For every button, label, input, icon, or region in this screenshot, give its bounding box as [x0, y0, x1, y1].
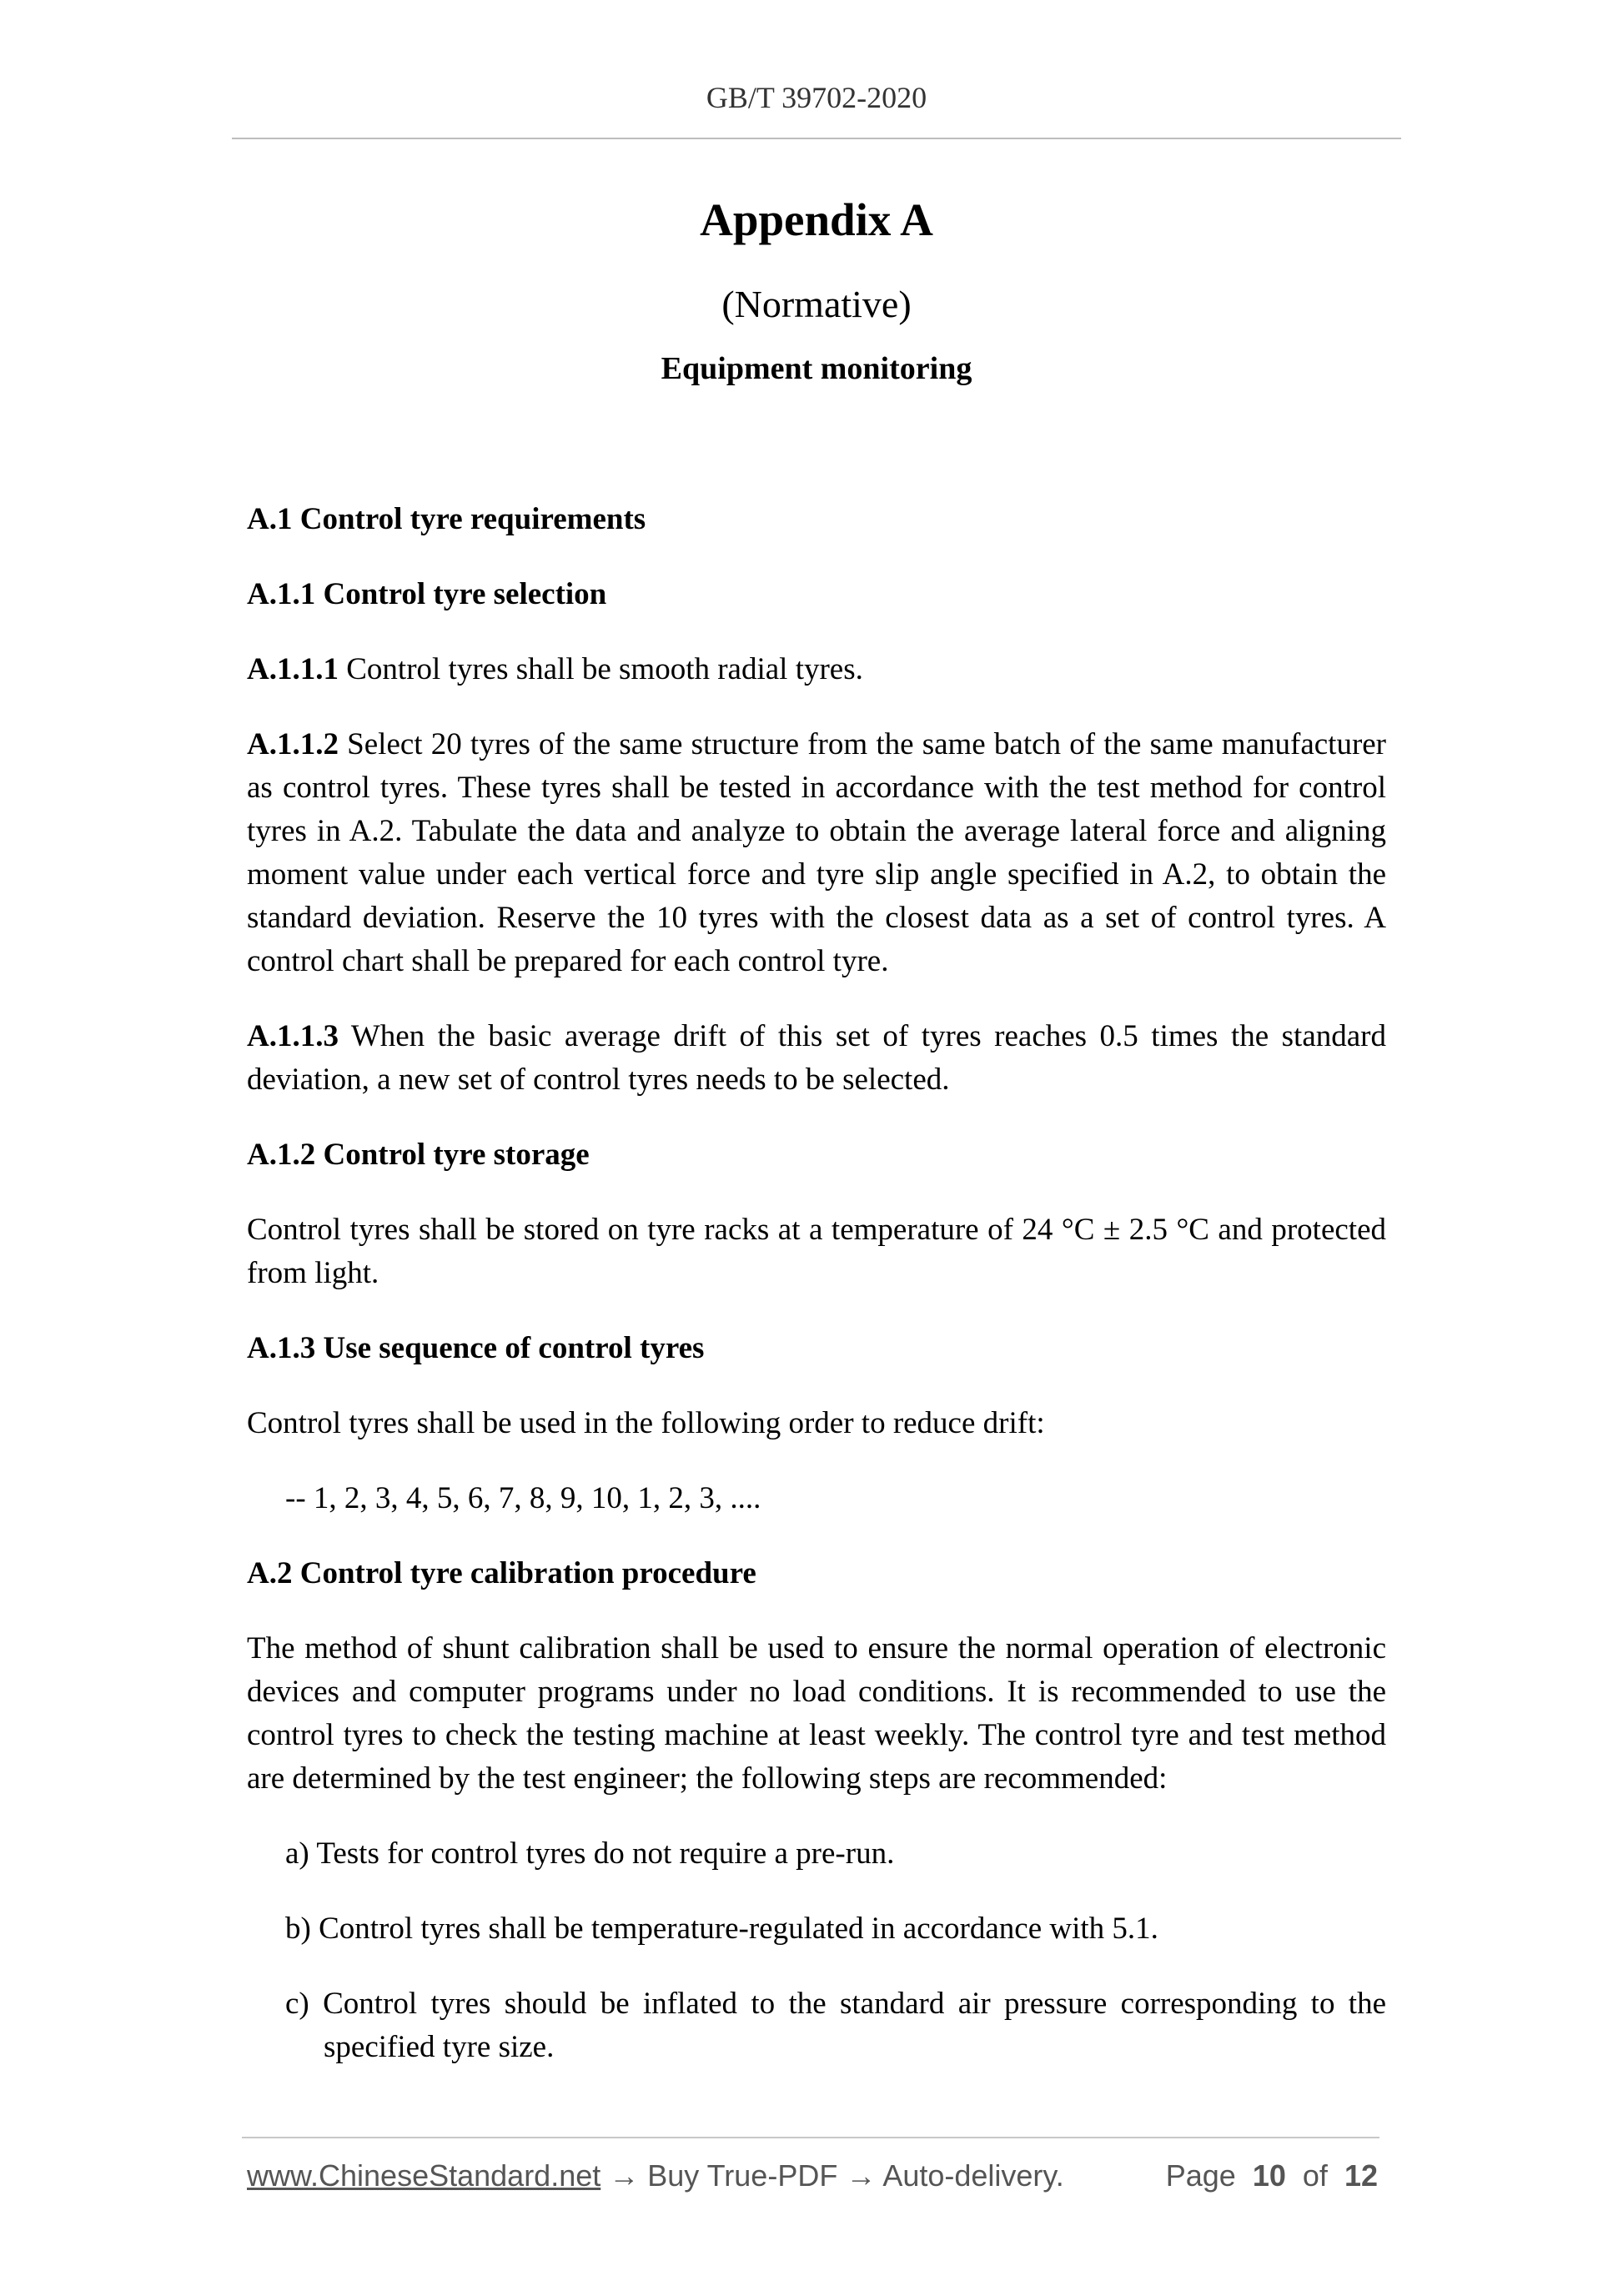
document-body	[247, 498, 1386, 2069]
page-header-standard-number: GB/T 39702-2020	[706, 81, 927, 114]
section-heading-a2: A.2 Control tyre calibration procedure	[247, 1556, 756, 1590]
clause-text: Control tyres shall be smooth radial tyres.	[346, 652, 863, 686]
section-heading-a1-1: A.1.1 Control tyre selection	[247, 577, 607, 611]
clause-text: Select 20 tyres of the same structure from the same batch of the same manufacturer as control tyres. These tyres shall be tested in accordance with the test method for control tyres in A.2. Tabulate the data and analyze to obtain the average lateral force and aligning moment value under each vertical force and tyre slip angle specified in A.2, to obtain the standard deviation. Reserve the 10 tyres with the closest data as a set of control tyres. A control chart shall be prepared for each control tyre.	[247, 727, 1387, 978]
page-label: Page	[1165, 2158, 1236, 2193]
paragraph-a1-3: Control tyres shall be used in the following order to reduce drift:	[247, 1406, 1045, 1440]
section-heading-a1-2: A.1.2 Control tyre storage	[247, 1138, 590, 1172]
header-divider	[232, 138, 1401, 139]
paragraph-a2: The method of shunt calibration shall be used to ensure the normal operation of electronic devices and computer programs under no load conditions. It is recommended to use the control tyres to check the testing machine at least weekly. The control tyre and test method are determined by the test engineer; the following steps are recommended:	[247, 1631, 1386, 1796]
paragraph-a1-2: Control tyres shall be stored on tyre racks at a temperature of 24 °C ± 2.5 °C and protected from light.	[247, 1213, 1386, 1290]
appendix-subject: Equipment monitoring	[661, 351, 972, 386]
list-item-step-c: c) Control tyres should be inflated to the standard air pressure corresponding to the specified tyre size.	[285, 1987, 1386, 2064]
page-current: 10	[1252, 2158, 1286, 2193]
page-indicator	[1166, 2158, 1378, 2193]
page-total: 12	[1344, 2158, 1378, 2193]
clause-number: A.1.1.2	[247, 727, 339, 761]
footer-divider	[242, 2137, 1379, 2138]
clause-a1-1-3	[247, 1015, 1386, 1102]
clause-number: A.1.1.1	[247, 652, 339, 686]
footer-promo	[247, 2158, 1064, 2193]
section-heading-a1: A.1 Control tyre requirements	[247, 502, 646, 536]
appendix-title: Appendix A	[700, 194, 933, 245]
section-heading-a1-3: A.1.3 Use sequence of control tyres	[247, 1331, 705, 1365]
list-item-step-b: b) Control tyres shall be temperature-regulated in accordance with 5.1.	[285, 1912, 1158, 1946]
clause-a1-1-1	[247, 648, 1386, 691]
list-item-step-a: a) Tests for control tyres do not require a pre-run.	[285, 1836, 895, 1871]
website-link[interactable]: www.ChineseStandard.net	[247, 2158, 601, 2193]
clause-a1-1-2	[247, 723, 1386, 983]
clause-number: A.1.1.3	[247, 1019, 339, 1053]
page-of-label: of	[1302, 2158, 1328, 2193]
footer-tagline: → Buy True-PDF → Auto-delivery.	[600, 2158, 1064, 2193]
clause-text: When the basic average drift of this set of tyres reaches 0.5 times the standard deviation, a new set of control tyres needs to be selected.	[247, 1019, 1386, 1097]
use-sequence: -- 1, 2, 3, 4, 5, 6, 7, 8, 9, 10, 1, 2, 3, ....	[285, 1481, 761, 1515]
appendix-type: (Normative)	[721, 283, 912, 325]
